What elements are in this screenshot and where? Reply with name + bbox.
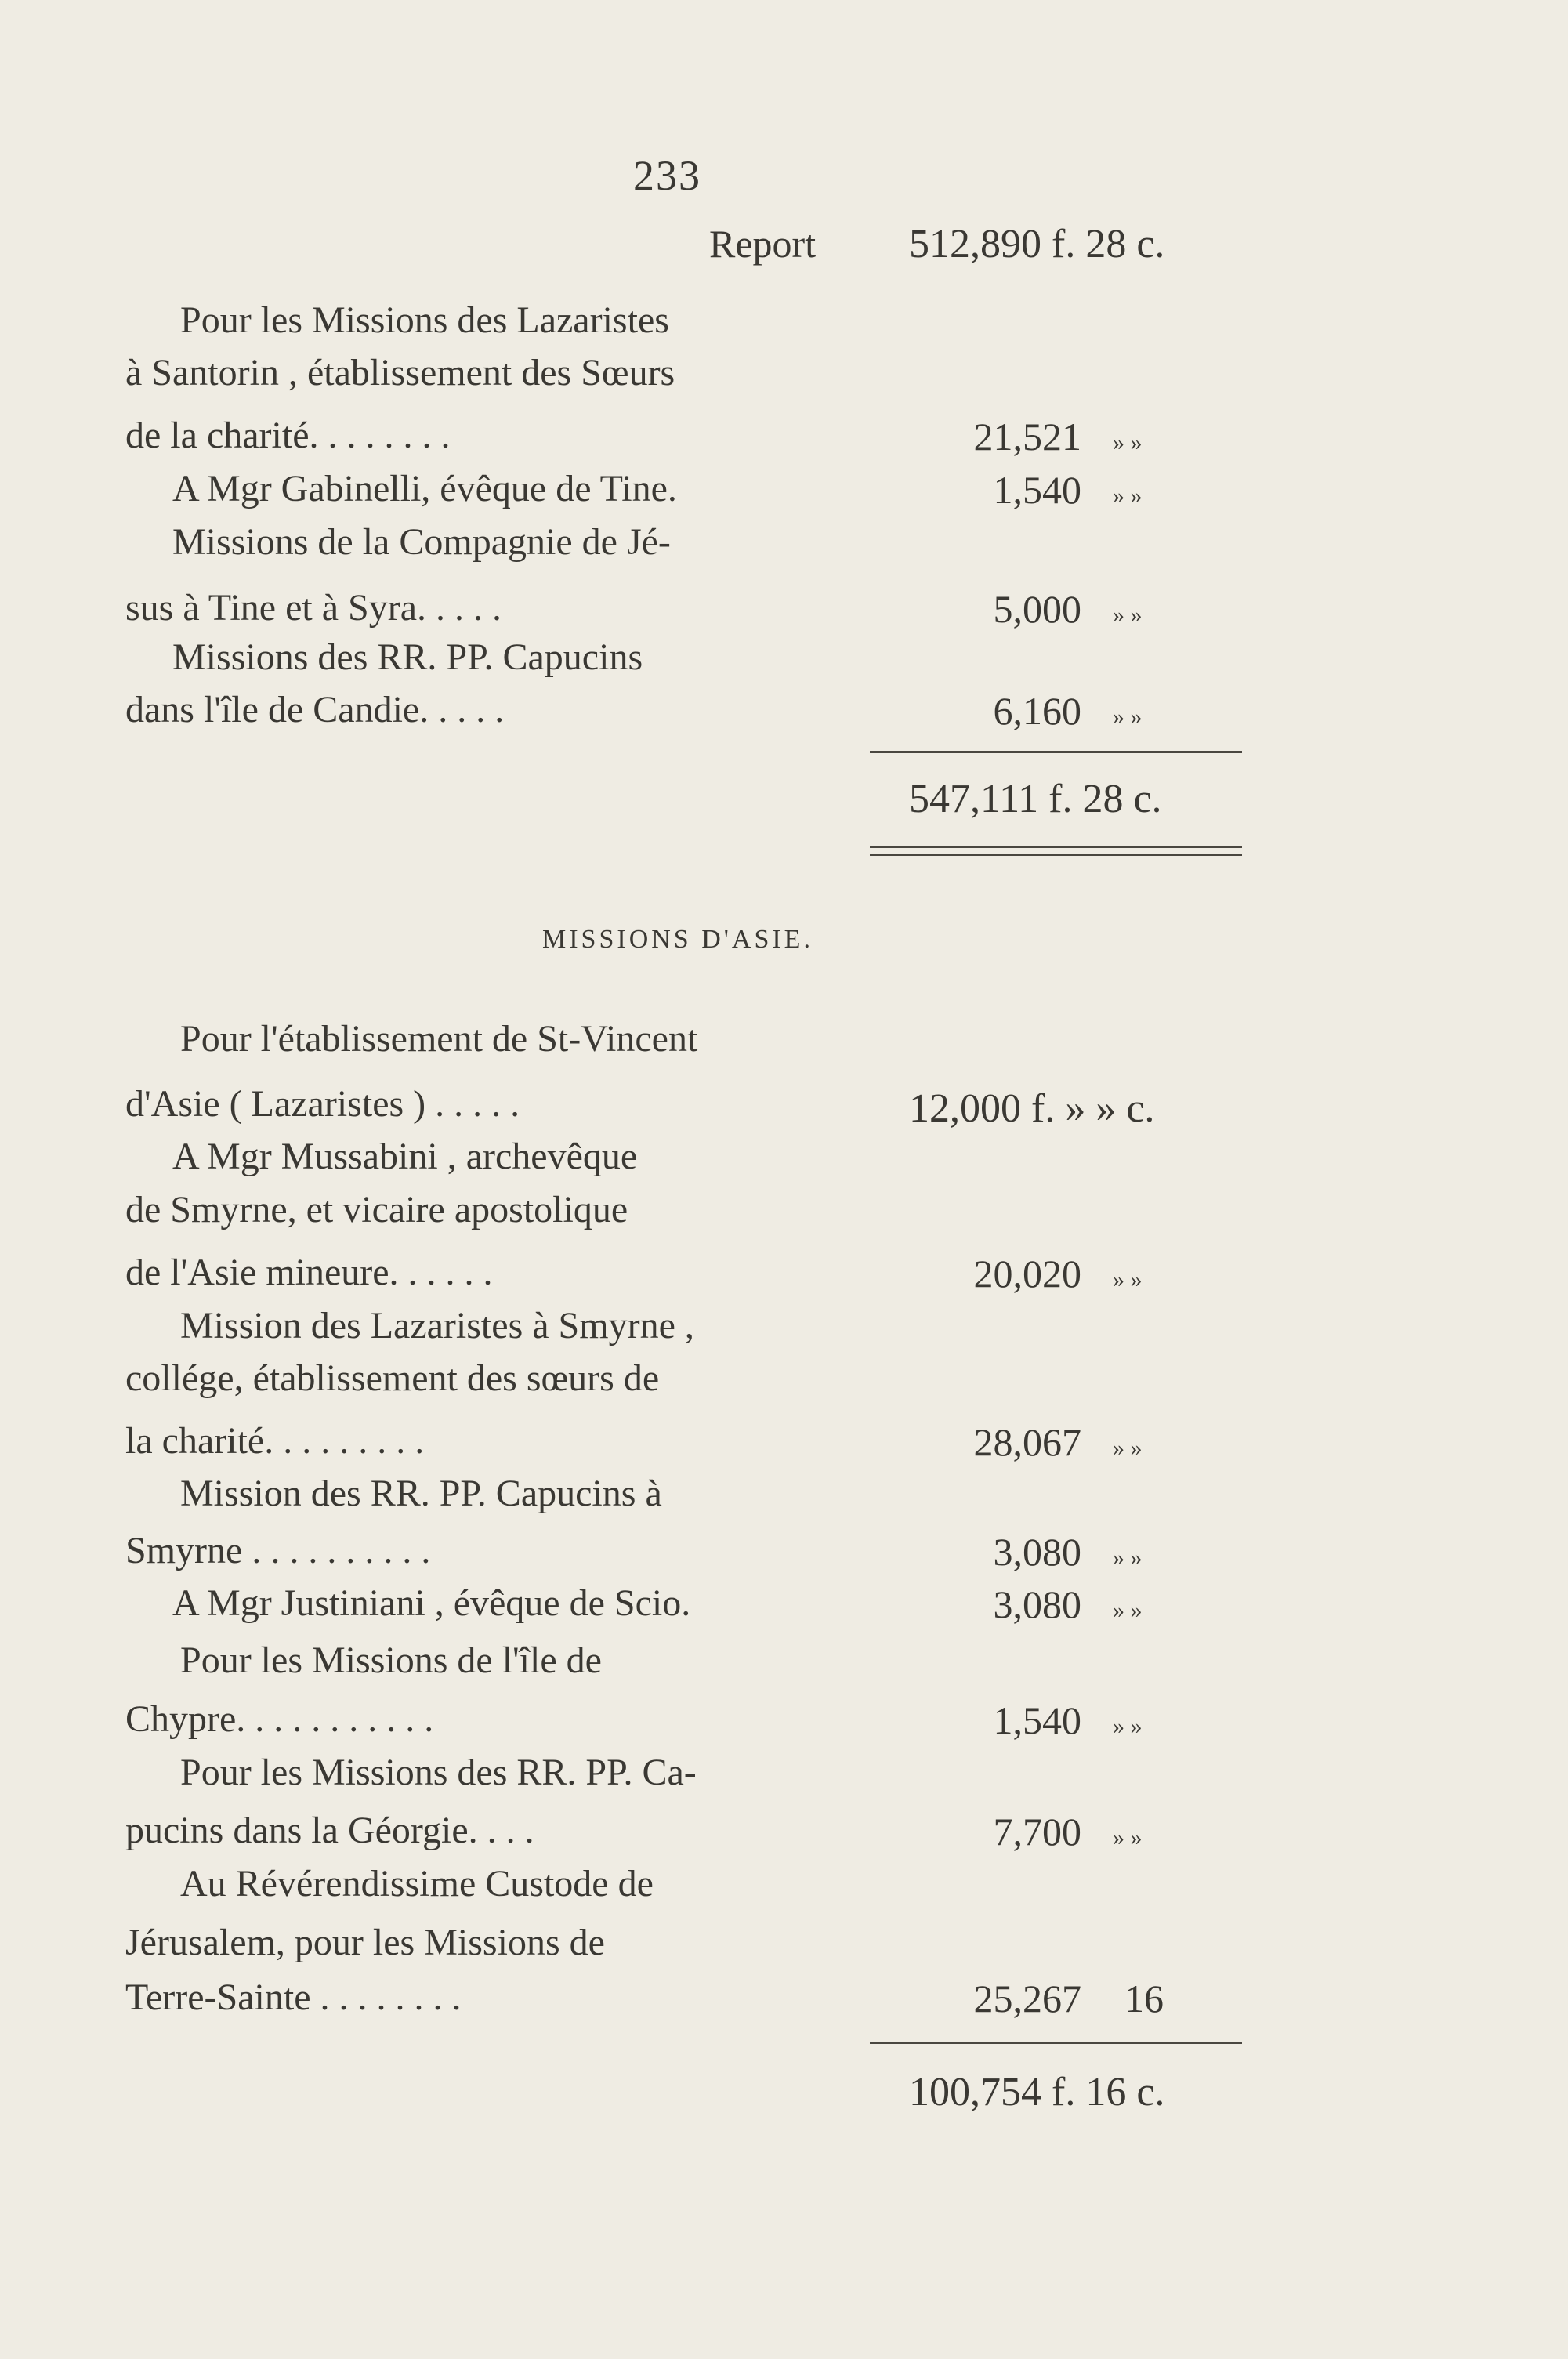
- ditto-mark: » »: [1113, 1266, 1143, 1292]
- text-line: dans l'île de Candie. . . . .: [125, 689, 505, 730]
- text-line: Pour l'établissement de St-Vincent: [180, 1018, 698, 1060]
- ditto-mark: » »: [1113, 429, 1143, 455]
- amount-value: 12,000 f. » » c.: [909, 1086, 1155, 1131]
- text-line: Au Révérendissime Custode de: [180, 1863, 654, 1904]
- ditto-mark: » »: [1113, 483, 1143, 509]
- text-line: Smyrne . . . . . . . . . .: [125, 1530, 431, 1571]
- amount-value: 21,521: [973, 415, 1081, 458]
- amount-value: 7,700: [993, 1810, 1081, 1854]
- subtotal: 100,754 f. 16 c.: [909, 2070, 1165, 2114]
- ditto-mark: » »: [1113, 1435, 1143, 1461]
- ditto-mark: » »: [1113, 1713, 1143, 1739]
- text-line: Chypre. . . . . . . . . . .: [125, 1698, 434, 1740]
- report-label: Report: [709, 222, 817, 266]
- text-line: la charité. . . . . . . . .: [125, 1420, 425, 1462]
- report-value: 512,890 f. 28 c.: [909, 222, 1165, 266]
- ditto-mark: » »: [1113, 704, 1143, 730]
- ditto-mark: » »: [1113, 1825, 1143, 1850]
- text-line: Missions des RR. PP. Capucins: [172, 636, 643, 678]
- text-line: collége, établissement des sœurs de: [125, 1357, 660, 1399]
- double-rule-bottom: [870, 854, 1242, 856]
- text-line: Mission des RR. PP. Capucins à: [180, 1473, 662, 1514]
- ditto-mark: » »: [1113, 1545, 1143, 1571]
- text-line: de la charité. . . . . . . .: [125, 415, 451, 456]
- text-line: de Smyrne, et vicaire apostolique: [125, 1189, 628, 1230]
- page-number: 233: [633, 152, 701, 199]
- subtotal: 547,111 f. 28 c.: [909, 777, 1162, 821]
- ditto-mark: » »: [1113, 1597, 1143, 1623]
- text-line: pucins dans la Géorgie. . . .: [125, 1810, 534, 1851]
- text-line: Jérusalem, pour les Missions de: [125, 1922, 605, 1963]
- text-line: d'Asie ( Lazaristes ) . . . . .: [125, 1083, 520, 1125]
- double-rule-top: [870, 846, 1242, 848]
- text-line: Terre-Sainte . . . . . . . .: [125, 1977, 462, 2018]
- amount-value: 25,267: [973, 1977, 1081, 2020]
- sum-rule: [870, 751, 1242, 753]
- text-line: Mission des Lazaristes à Smyrne ,: [180, 1305, 694, 1346]
- text-line: Pour les Missions des Lazaristes: [180, 299, 669, 341]
- cents-value: 16: [1124, 1977, 1164, 2020]
- amount-value: 3,080: [993, 1530, 1081, 1574]
- amount-value: 6,160: [993, 689, 1081, 733]
- amount-value: 28,067: [973, 1420, 1081, 1464]
- text-line: Missions de la Compagnie de Jé-: [172, 521, 671, 563]
- text-line: Pour les Missions des RR. PP. Ca-: [180, 1752, 697, 1793]
- amount-value: 5,000: [993, 587, 1081, 631]
- text-line: A Mgr Gabinelli, évêque de Tine.: [172, 468, 677, 509]
- amount-value: 1,540: [993, 1698, 1081, 1742]
- amount-value: 20,020: [973, 1252, 1081, 1295]
- section-heading: MISSIONS D'ASIE.: [542, 925, 813, 954]
- sum-rule: [870, 2042, 1242, 2044]
- text-line: A Mgr Mussabini , archevêque: [172, 1136, 638, 1177]
- text-line: A Mgr Justiniani , évêque de Scio.: [172, 1582, 691, 1624]
- text-line: à Santorin , établissement des Sœurs: [125, 352, 675, 393]
- ditto-mark: » »: [1113, 602, 1143, 628]
- text-line: Pour les Missions de l'île de: [180, 1640, 602, 1681]
- amount-value: 1,540: [993, 468, 1081, 512]
- amount-value: 3,080: [993, 1582, 1081, 1626]
- text-line: de l'Asie mineure. . . . . .: [125, 1252, 493, 1293]
- text-line: sus à Tine et à Syra. . . . .: [125, 587, 502, 629]
